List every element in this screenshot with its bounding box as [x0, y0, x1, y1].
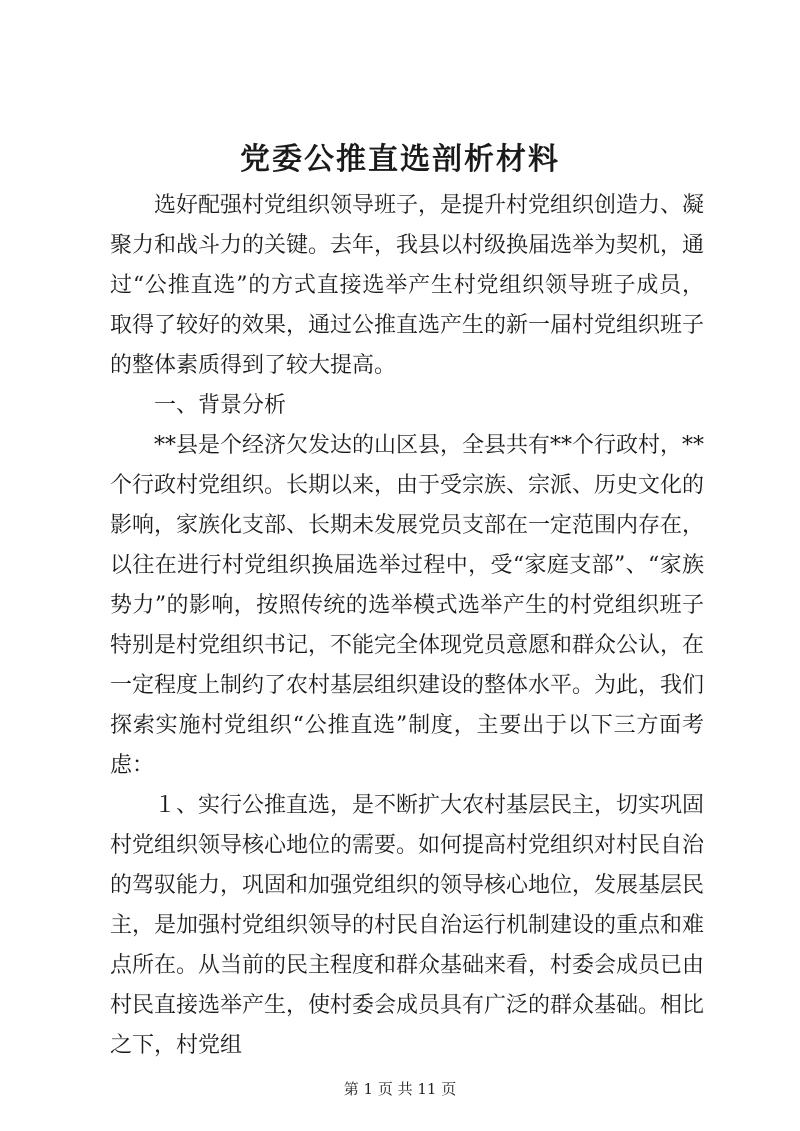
document-body: [110, 186, 704, 1066]
paragraph-intro: 选好配强村党组织领导班子，是提升村党组织创造力、凝聚力和战斗力的关键。去年，我县以村级换届选举为契机，通过“公推直选”的方式直接选举产生村党组织领导班子成员，取得了较好的效果，通过公推直选产生的新一届村党组织班子的整体素质得到了较大提高。: [110, 193, 705, 378]
paragraph-point-1: １、实行公推直选，是不断扩大农村基层民主，切实巩固村党组织领导核心地位的需要。如何提高村党组织对村民自治的驾驭能力，巩固和加强党组织的领导核心地位，发展基层民主，是加强村党组织领导的村民自治运行机制建设的重点和难点所在。从当前的民主程度和群众基础来看，村委会成员已由村民直接选举产生，使村委会成员具有广泛的群众基础。相比之下，村党组: [110, 793, 705, 1058]
section-heading-background: 一、背景分析: [154, 393, 287, 418]
paragraph-background: **县是个经济欠发达的山区县，全县共有**个行政村，**个行政村党组织。长期以来，由于受宗族、宗派、历史文化的影响，家族化支部、长期未发展党员支部在一定范围内存在，以往在进行村党组织换届选举过程中，受“家庭支部”、“家族势力”的影响，按照传统的选举模式选举产生的村党组织班子特别是村党组织书记，不能完全体现党员意愿和群众公认，在一定程度上制约了农村基层组织建设的整体水平。为此，我们探索实施村党组织“公推直选”制度，主要出于以下三方面考虑：: [110, 433, 705, 778]
document-title: 党委公推直选剖析材料: [240, 142, 560, 177]
page-number: 第 1 页 共 11 页: [343, 1080, 457, 1098]
